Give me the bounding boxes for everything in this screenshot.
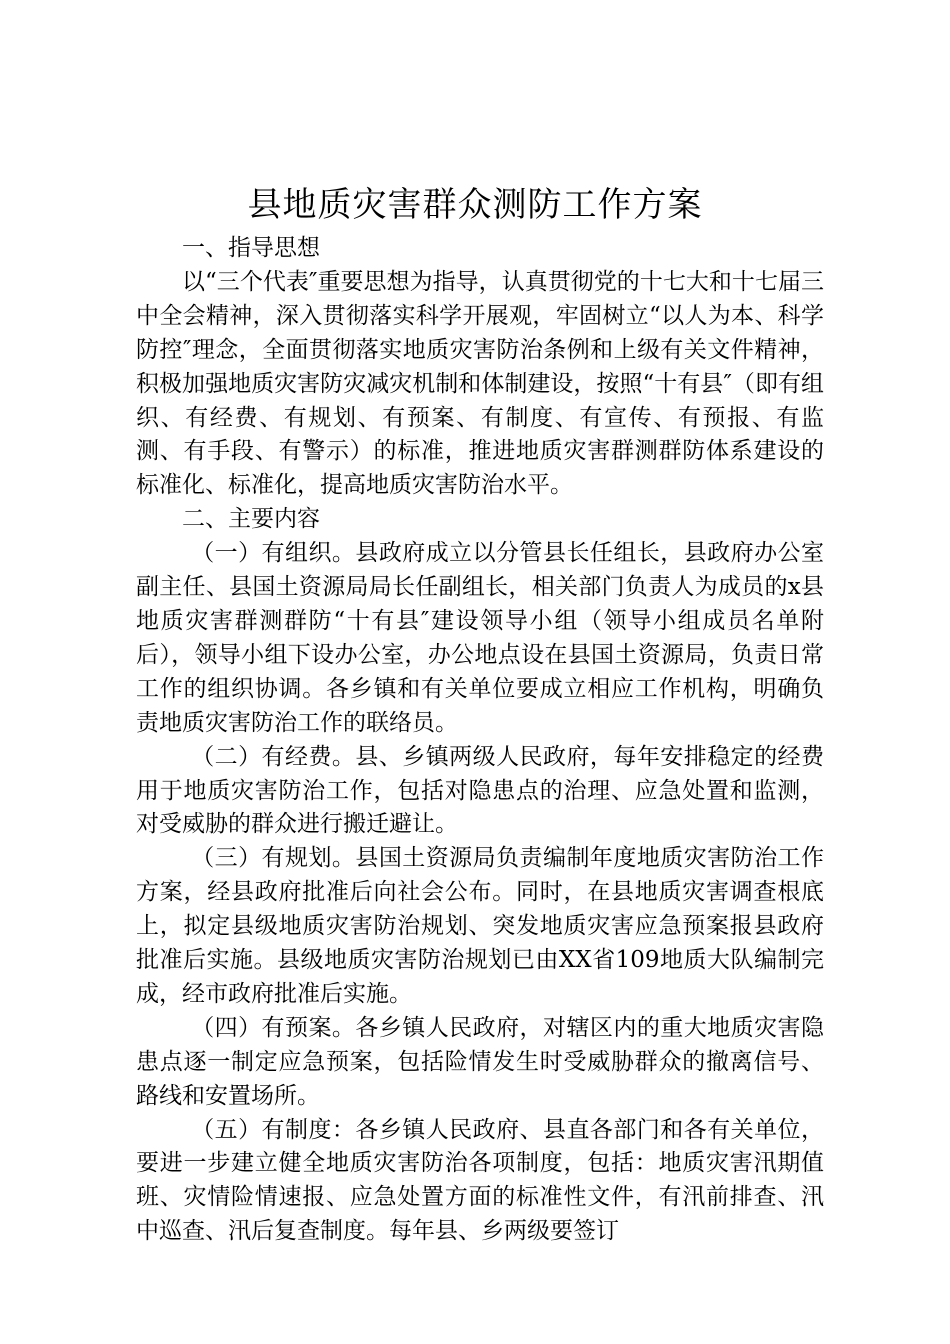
document-body xyxy=(136,232,824,1249)
section-heading-guiding-ideology: 一、指导思想 xyxy=(182,235,320,261)
section-heading-main-content: 二、主要内容 xyxy=(182,506,320,533)
paragraph-contingency-plan: （四）有预案。各乡镇人民政府，对辖区内的重大地质灾害隐患点逐一制定应急预案，包括险情发生时受威胁群众的撤离信号、路线和安置场所。 xyxy=(136,1014,824,1109)
paragraph-guiding-ideology: 以“三个代表″重要思想为指导，认真贯彻党的十七大和十七届三中全会精神，深入贯彻落实科学开展观，牢固树立“以人为本、科学防控″理念，全面贯彻落实地质灾害防治条例和上级有关文件精神，积极加强地质灾害防灾减灾机制和体制建设，按照“十有县″（即有组织、有经费、有规划、有预案、有制度、有宣传、有预报、有监测、有手段、有警示）的标准，推进地质灾害群测群防体系建设的标准化、标准化，提高地质灾害防治水平。 xyxy=(136,268,824,499)
paragraph-organization: （一）有组织。县政府成立以分管县长任组长，县政府办公室副主任、县国土资源局局长任副组长，相关部门负责人为成员的x县地质灾害群测群防“十有县″建设领导小组（领导小组成员名单附后），领导小组下设办公室，办公地点设在县国土资源局，负责日常工作的组织协调。各乡镇和有关单位要成立相应工作机构，明确负责地质灾害防治工作的联络员。 xyxy=(136,540,824,736)
paragraph-planning: （三）有规划。县国土资源局负责编制年度地质灾害防治工作方案，经县政府批准后向社会公布。同时，在县地质灾害调查根底上，拟定县级地质灾害防治规划、突发地质灾害应急预案报县政府批准后实施。县级地质灾害防治规划已由XX省109地质大队编制完成，经市政府批准后实施。 xyxy=(136,845,824,1007)
document-title: 县地质灾害群众测防工作方案 xyxy=(247,185,703,225)
paragraph-funding: （二）有经费。县、乡镇两级人民政府，每年安排稳定的经费用于地质灾害防治工作，包括对隐患点的治理、应急处置和监测，对受威胁的群众进行搬迁避让。 xyxy=(136,743,824,838)
paragraph-systems: （五）有制度：各乡镇人民政府、县直各部门和各有关单位，要进一步建立健全地质灾害防治各项制度，包括：地质灾害汛期值班、灾情险情速报、应急处置方面的标准性文件，有汛前排查、汛中巡查、汛后复查制度。每年县、乡两级要签订 xyxy=(136,1116,824,1245)
